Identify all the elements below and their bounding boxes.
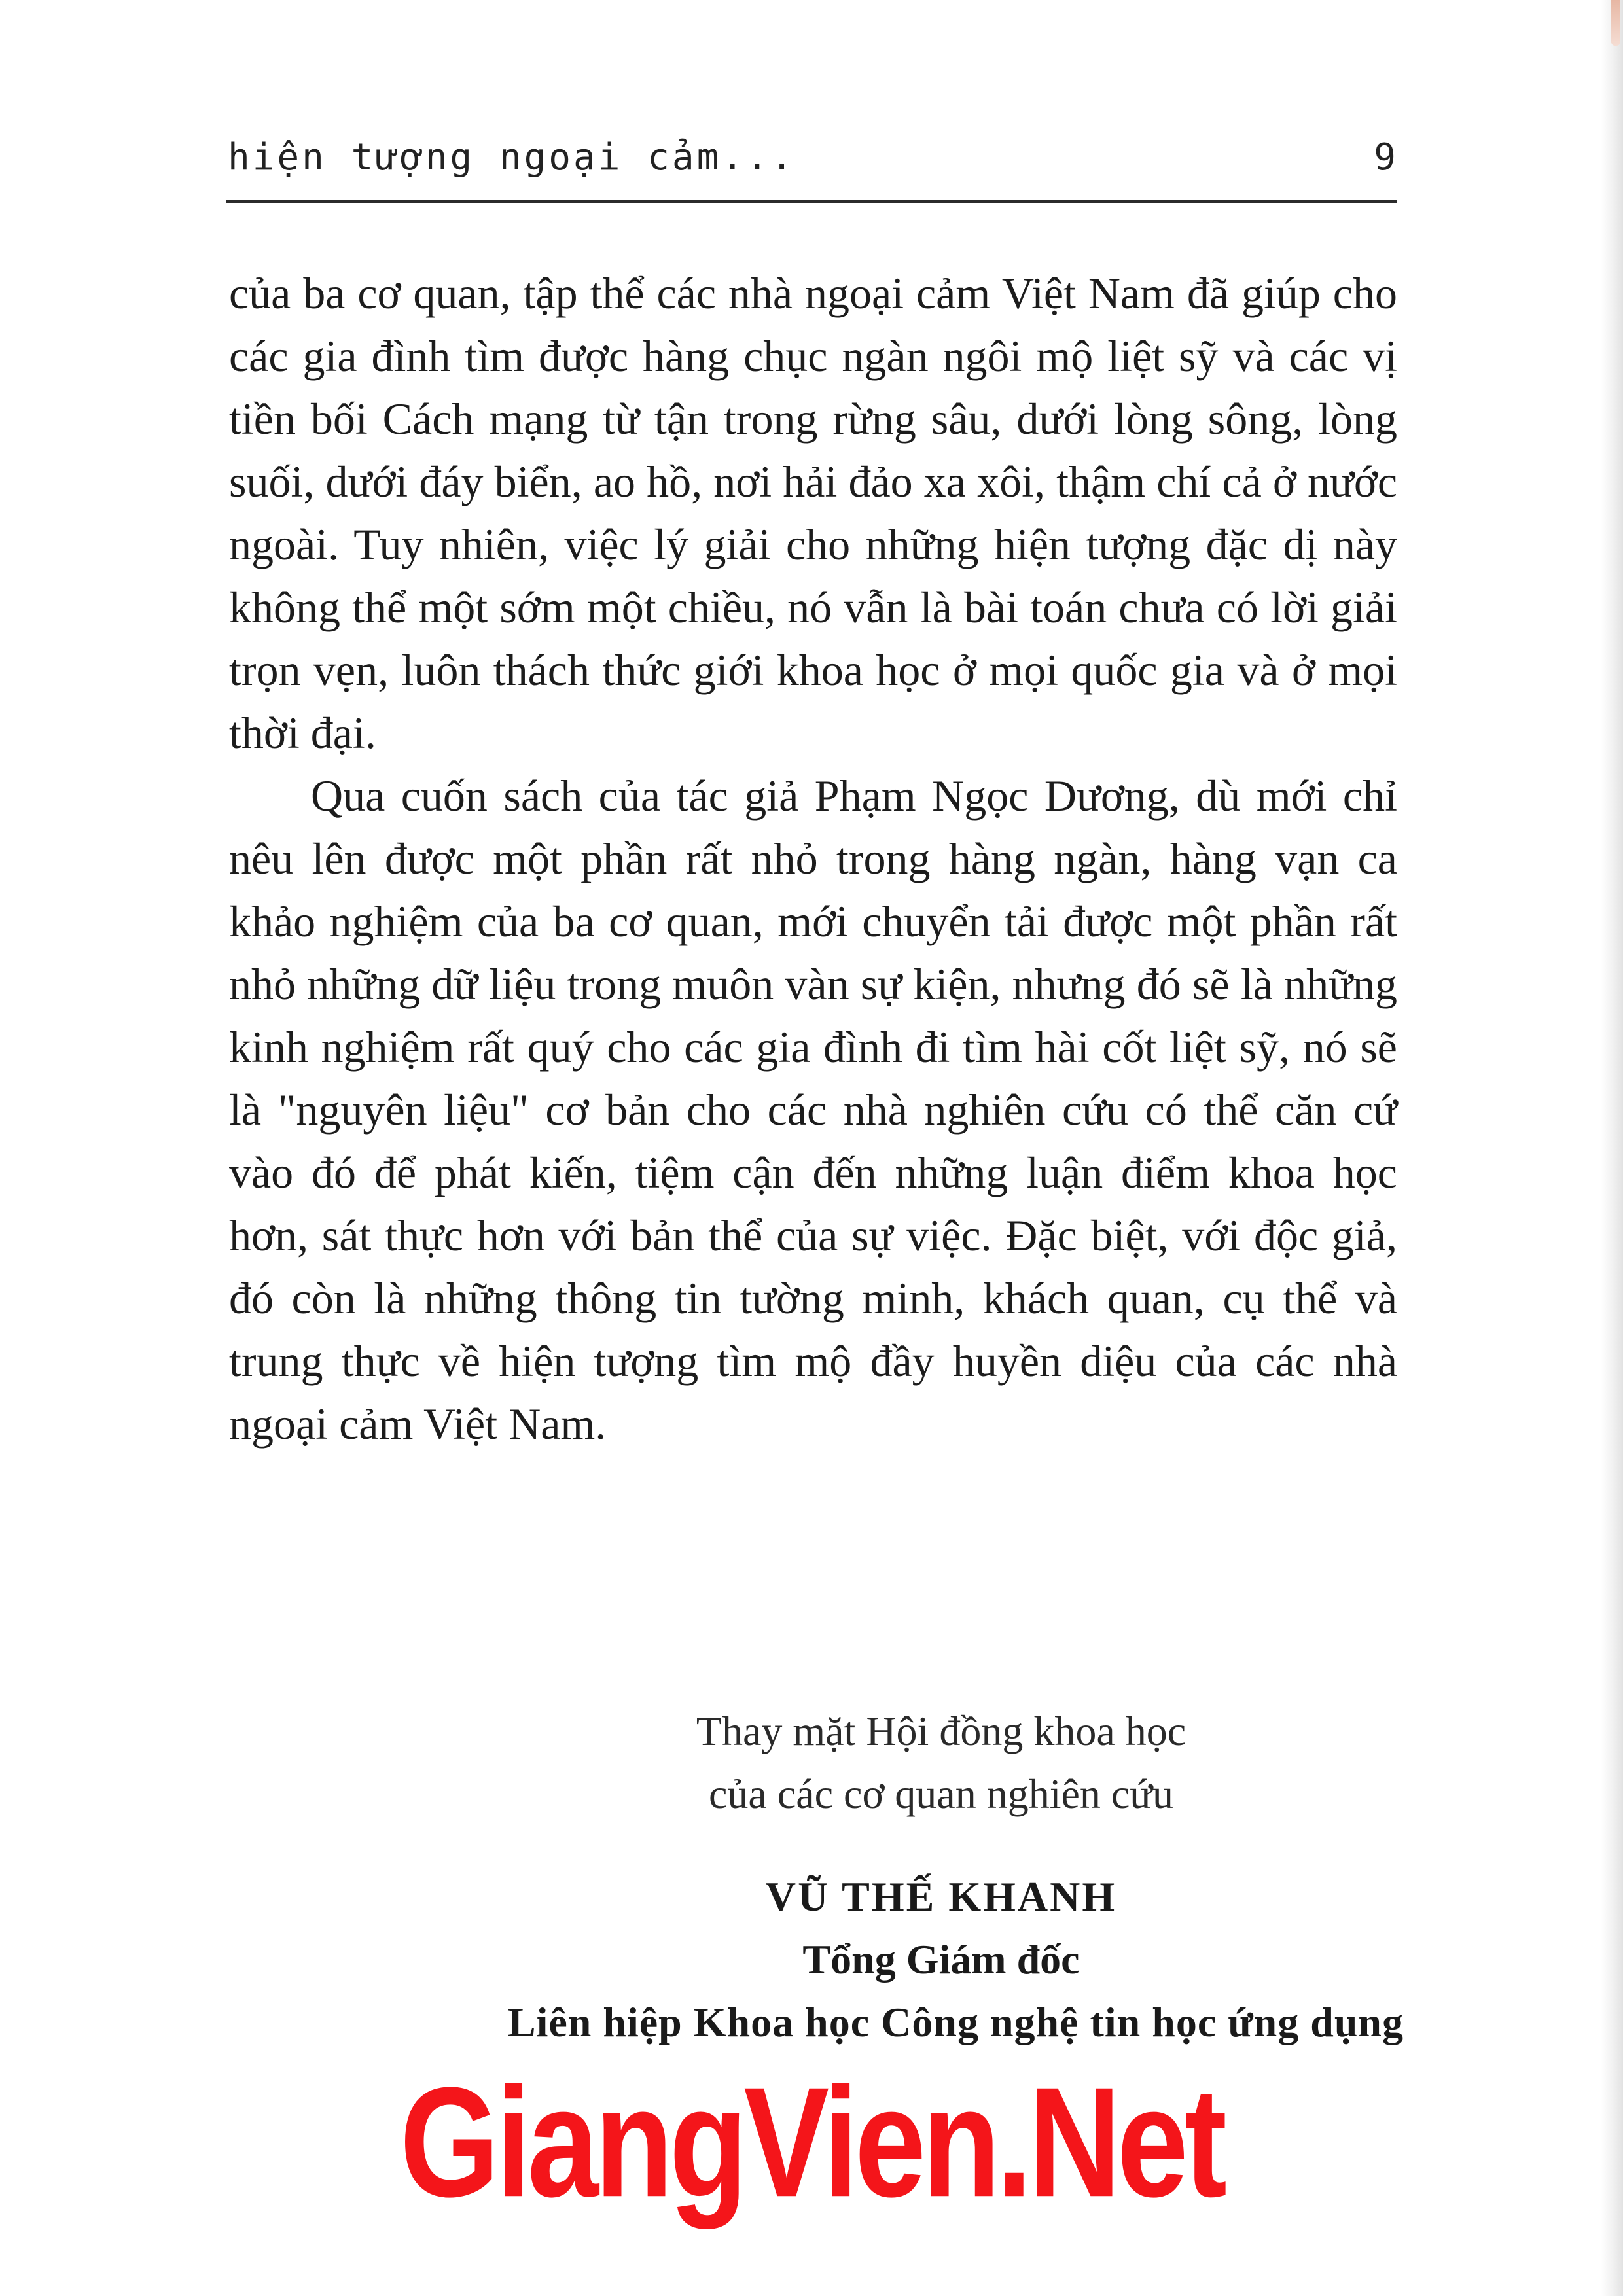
- running-header: [228, 136, 1396, 188]
- page-edge-mark: [1611, 0, 1620, 46]
- signature-behalf-line-1: Thay mặt Hội đồng khoa học: [696, 1708, 1186, 1754]
- watermark: GiangVien.Net: [399, 2055, 1223, 2230]
- paragraph-1: của ba cơ quan, tập thể các nhà ngoại cảm Việt Nam đã giúp cho các gia đình tìm được hàng chục ngàn ngôi mộ liệt sỹ và các vị tiền bối Cách mạng từ tận trong rừng sâu, dưới lòng sông, lòng suối, dưới đáy biển, ao hồ, nơi hải đảo xa xôi, thậm chí cả ở nước ngoài. Tuy nhiên, việc lý giải cho những hiện tượng đặc dị này không thể một sớm một chiều, nó vẫn là bài toán chưa có lời giải trọn vẹn, luôn thách thức giới khoa học ở mọi quốc gia và ở mọi thời đại.: [229, 268, 1397, 758]
- signatory-role: Tổng Giám đốc: [802, 1936, 1080, 1983]
- paragraph-2: Qua cuốn sách của tác giả Phạm Ngọc Dương, dù mới chỉ nêu lên được một phần rất nhỏ trong hàng ngàn, hàng vạn ca khảo nghiệm của ba cơ quan, mới chuyển tải được một phần rất nhỏ những dữ liệu trong muôn vàn sự kiện, nhưng đó sẽ là những kinh nghiệm rất quý cho các gia đình đi tìm hài cốt liệt sỹ, nó sẽ là "nguyên liệu" cơ bản cho các nhà nghiên cứu có thể căn cứ vào đó để phát kiến, tiệm cận đến những luận điểm khoa học hơn, sát thực hơn với bản thể của sự việc. Đặc biệt, với độc giả, đó còn là những thông tin tường minh, khách quan, cụ thể và trung thực về hiện tượng tìm mộ đầy huyền diệu của các nhà ngoại cảm Việt Nam.: [229, 771, 1397, 1449]
- running-header-title: hiện tượng ngoại cảm...: [228, 136, 796, 179]
- signature-behalf: [614, 1700, 1268, 1826]
- page-edge-shadow: [1601, 0, 1623, 2296]
- signatory-organization: Liên hiệp Khoa học Công nghệ tin học ứng dụng: [507, 1999, 1404, 2045]
- signature-behalf-line-2: của các cơ quan nghiên cứu: [709, 1771, 1173, 1817]
- header-rule: [226, 200, 1397, 203]
- body-text: [229, 262, 1397, 1455]
- page-number: 9: [1374, 136, 1396, 179]
- signatory-name: VŨ THẾ KHANH: [765, 1873, 1117, 1920]
